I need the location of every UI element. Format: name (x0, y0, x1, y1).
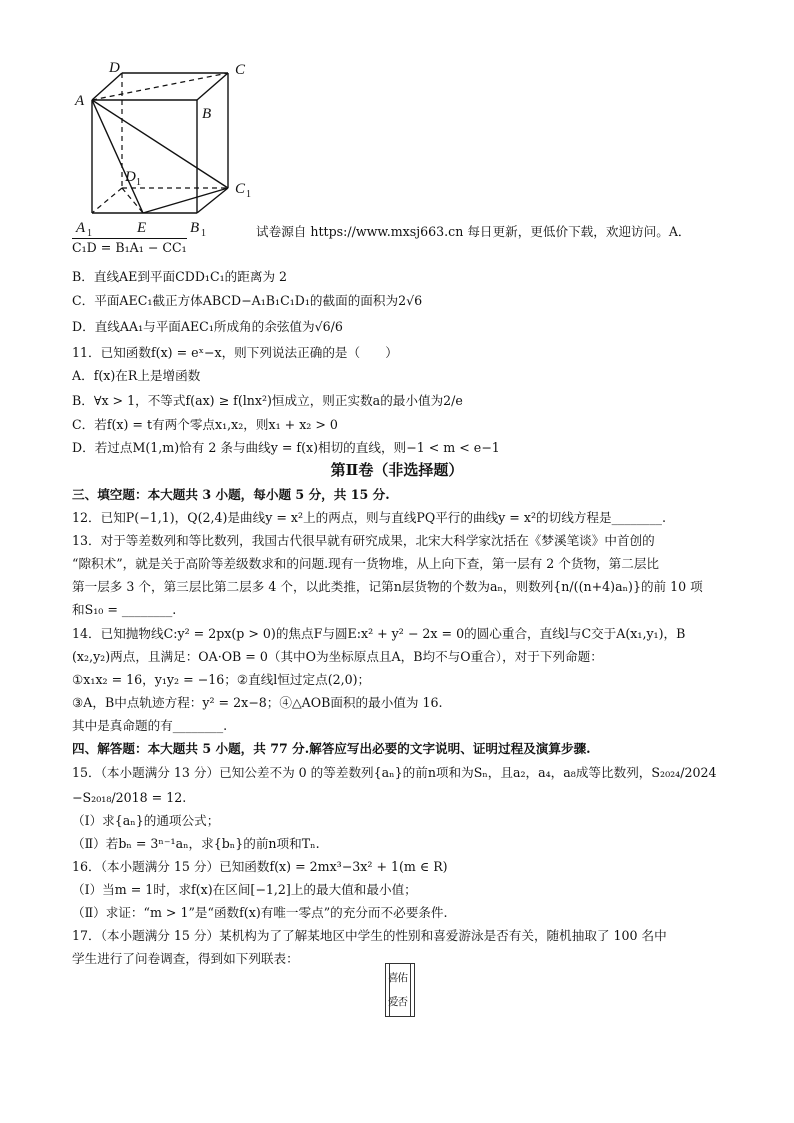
q16-part2: （Ⅱ）求证：“m > 1”是“函数f(x)有唯一零点”的充分而不必要条件. (72, 905, 448, 920)
label-C: C (235, 62, 246, 78)
q11-stem: 11．已知函数f(x) = eˣ−x，则下列说法正确的是（ ） (72, 345, 398, 360)
q15-line1: 15．（本小题满分 13 分）已知公差不为 0 的等差数列{aₙ}的前n项和为Sₙ，且a₂，a₄，a₈成等比数列，S₂₀₂₄/2024 (72, 765, 717, 780)
q12: 12．已知P(−1,1)，Q(2,4)是曲线y = x²上的两点，则与直线PQ平行的曲线y = x²的切线方程是________. (72, 510, 666, 525)
label-D1-sub: 1 (136, 177, 141, 188)
q13-line2: “隙积术”，就是关于高阶等差级数求和的问题.现有一货物堆，从上向下查，第一层有 2 个货物，第二层比 (72, 556, 660, 571)
q14-line1: 14．已知抛物线C:y² = 2px(p > 0)的焦点F与圆E:x² + y² − 2x = 0的圆心重合，直线l与C交于A(x₁,y₁)，B (72, 626, 686, 641)
table-cell-top: 喜佑 (388, 972, 407, 984)
label-A1: A (76, 220, 86, 236)
q10-option-c: C．平面AEC₁截正方体ABCD−A₁B₁C₁D₁的截面的面积为2√6 (72, 293, 423, 308)
q17-line2: 学生进行了问卷调查，得到如下列联表： (72, 951, 299, 966)
label-B1-sub: 1 (201, 228, 206, 239)
label-B1: B (190, 220, 200, 236)
label-C1: C (235, 181, 246, 197)
q14-line3: ①x₁x₂ = 16，y₁y₂ = −16；②直线l恒过定点(2,0)； (72, 672, 371, 687)
label-D1: D (125, 169, 136, 185)
q11-option-c: C．若f(x) = t有两个零点x₁,x₂，则x₁ + x₂ > 0 (72, 417, 338, 432)
q15-part2: （Ⅱ）若bₙ = 3ⁿ⁻¹aₙ，求{bₙ}的前n项和Tₙ. (72, 836, 320, 851)
q15-line2: −S₂₀₁₈/2018 = 12. (72, 790, 187, 805)
q13-line3: 第一层多 3 个，第三层比第二层多 4 个，以此类推，记第n层货物的个数为aₙ，则数列{n/((n+4)aₙ)}的前 10 项 (72, 579, 703, 594)
label-A1-sub: 1 (87, 228, 92, 239)
table-cell-bottom: 爱否 (388, 996, 407, 1008)
label-B: B (202, 106, 212, 122)
contingency-table-stub (385, 963, 415, 1017)
q11-option-d: D．若过点M(1,m)恰有 2 条与曲线y = f(x)相切的直线，则−1 < m < e−1 (72, 440, 500, 455)
cube-figure (70, 60, 270, 240)
section4-heading: 四、解答题：本大题共 5 小题，共 77 分.解答应写出必要的文字说明、证明过程及演算步骤. (72, 741, 591, 756)
label-C1-sub: 1 (246, 189, 251, 200)
q17-line1: 17．（本小题满分 15 分）某机构为了了解某地区中学生的性别和喜爱游泳是否有关，随机抽取了 100 名中 (72, 928, 667, 943)
q15-part1: （Ⅰ）求{aₙ}的通项公式； (72, 813, 220, 828)
label-E: E (137, 220, 147, 236)
q13-line4: 和S₁₀ = ________. (72, 602, 177, 617)
q10-option-d: D．直线AA₁与平面AEC₁所成角的余弦值为√6/6 (72, 319, 343, 334)
q14-line4: ③A，B中点轨迹方程：y² = 2x−8；④△AOB面积的最小值为 16. (72, 695, 443, 710)
q14-line5: 其中是真命题的有________. (72, 718, 228, 733)
q14-line2: (x₂,y₂)两点，且满足：OA·OB = 0（其中O为坐标原点且A，B均不与O重合），对于下列命题： (72, 649, 603, 664)
q16-part1: （Ⅰ）当m = 1时，求f(x)在区间[−1,2]上的最大值和最小值； (72, 882, 417, 897)
source-line: 试卷源自 https://www.mxsj663.cn 每日更新，更低价下载，欢迎访问。A． (256, 224, 691, 239)
q16-line1: 16．（本小题满分 15 分）已知函数f(x) = 2mx³−3x² + 1(m ∈ R) (72, 859, 448, 874)
q10-option-b: B．直线AE到平面CDD₁C₁的距离为 2 (72, 269, 288, 284)
label-D: D (109, 60, 120, 76)
q13-line1: 13．对于等差数列和等比数列，我国古代很早就有研究成果，北宋大科学家沈括在《梦溪笔谈》中首创的 (72, 533, 655, 548)
section3-heading: 三、填空题：本大题共 3 小题，每小题 5 分，共 15 分. (72, 487, 390, 502)
label-A: A (75, 93, 85, 109)
q10-option-a-formula: C₁D = B₁A₁ − CC₁ (72, 240, 187, 255)
part2-title: 第Ⅱ卷（非选择题） (330, 461, 464, 479)
q11-option-b: B．∀x > 1，不等式f(ax) ≥ f(lnx²)恒成立，则正实数a的最小值为2/e (72, 393, 463, 408)
q11-option-a: A．f(x)在R上是增函数 (72, 368, 201, 383)
